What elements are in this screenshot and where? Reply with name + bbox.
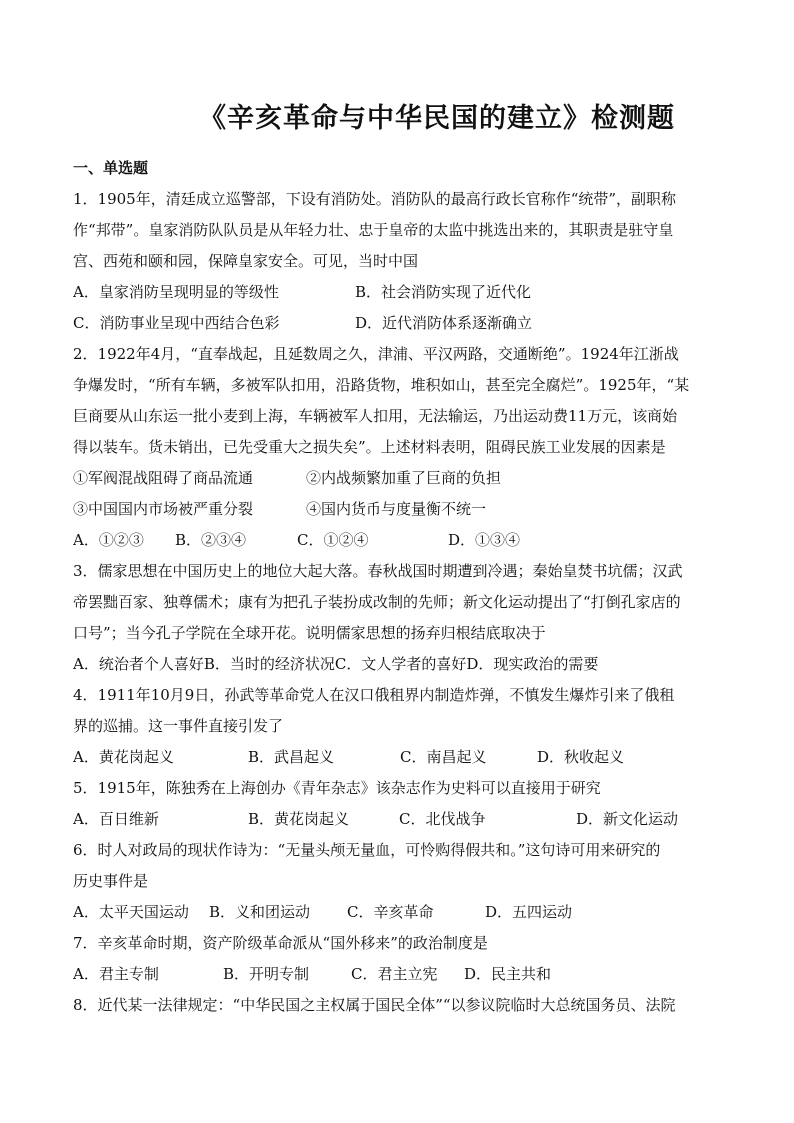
- option-b: B．义和团运动: [209, 903, 311, 921]
- option-a: A．①②③: [73, 531, 144, 549]
- question-7: [73, 928, 723, 990]
- option-d: D．五四运动: [485, 903, 573, 921]
- statement-row: [73, 463, 723, 494]
- option-b: B．武昌起义: [248, 748, 335, 766]
- option-c: C．消防事业呈现中西结合色彩: [73, 314, 280, 332]
- question-2: [73, 339, 723, 556]
- option-d: D．秋收起义: [537, 748, 625, 766]
- question-text: 巨商要从山东运一批小麦到上海，车辆被军人扣用，无法输运，乃出运动费11万元，该商始: [73, 407, 678, 425]
- option-a: A．百日维新: [73, 810, 159, 828]
- question-5: [73, 773, 723, 835]
- question-1: [73, 184, 723, 339]
- statement-row: [73, 494, 723, 525]
- question-text: 2．1922年4月，“直奉战起，且延数周之久，津浦、平汉两路，交通断绝”。1924年江浙战: [73, 345, 679, 363]
- question-text: 5．1915年，陈独秀在上海创办《青年杂志》该杂志作为史料可以直接用于研究: [73, 779, 601, 797]
- option-c: C．辛亥革命: [347, 903, 434, 921]
- option-d: D．①③④: [448, 531, 521, 549]
- question-text: 宫、西苑和颐和园，保障皇家安全。可见，当时中国: [73, 252, 419, 270]
- option-a: A．太平天国运动: [73, 903, 189, 921]
- section-heading: 一、单选题: [73, 159, 149, 177]
- option-a: A．君主专制: [73, 965, 159, 983]
- statement-1: ①军阀混战阻碍了商品流通: [73, 469, 254, 487]
- option-a: A．皇家消防呈现明显的等级性: [73, 283, 279, 301]
- question-text: 3．儒家思想在中国历史上的地位大起大落。春秋战国时期遭到冷遇；秦始皇焚书坑儒；汉武: [73, 562, 683, 580]
- question-8: [73, 990, 723, 1021]
- option-c: C．①②④: [297, 531, 369, 549]
- question-4: [73, 680, 723, 773]
- statement-4: ④国内货币与度量衡不统一: [306, 500, 487, 518]
- statement-2: ②内战频繁加重了巨商的负担: [306, 469, 502, 487]
- question-3: [73, 556, 723, 680]
- question-text: 7．辛亥革命时期，资产阶级革命派从“国外移来”的政治制度是: [73, 934, 488, 952]
- option-b: B．开明专制: [223, 965, 310, 983]
- question-text: 4．1911年10月9日，孙武等革命党人在汉口俄租界内制造炸弹，不慎发生爆炸引来了俄租: [73, 686, 675, 704]
- question-text: 争爆发时，“所有车辆，多被军队扣用，沿路货物，堆积如山，甚至完全腐烂”。1925年，“某: [73, 376, 690, 394]
- question-text: 8．近代某一法律规定：“中华民国之主权属于国民全体”“以参议院临时大总统国务员、法院: [73, 996, 676, 1014]
- question-text: 帝罢黜百家、独尊儒术；康有为把孔子装扮成改制的先师；新文化运动提出了“打倒孔家店的: [73, 593, 681, 611]
- option-row: [73, 525, 723, 556]
- page-title: 《辛亥革命与中华民国的建立》检测题: [199, 103, 675, 134]
- question-6: [73, 835, 723, 928]
- question-text: 6．时人对政局的现状作诗为：“无量头颅无量血，可怜购得假共和。”这句诗可用来研究的: [73, 841, 661, 859]
- option-d: D．近代消防体系逐渐确立: [355, 314, 533, 332]
- question-text: 1．1905年，清廷成立巡警部，下设有消防处。消防队的最高行政长官称作“统带”，副职称: [73, 190, 677, 208]
- option-b: B．②③④: [175, 531, 247, 549]
- question-list: [73, 184, 723, 1021]
- option-d: D．民主共和: [464, 965, 552, 983]
- option-b: B．社会消防实现了近代化: [355, 283, 532, 301]
- option-c: C．南昌起义: [400, 748, 487, 766]
- option-row: [73, 959, 723, 990]
- question-text: 口号”；当今孔子学院在全球开花。说明儒家思想的扬弃归根结底取决于: [73, 624, 546, 642]
- statement-3: ③中国国内市场被严重分裂: [73, 500, 254, 518]
- option-c: C．北伐战争: [399, 810, 486, 828]
- option-row: [73, 897, 723, 928]
- option-d: D．新文化运动: [576, 810, 679, 828]
- question-text: 界的巡捕。这一事件直接引发了: [73, 717, 284, 735]
- option-c: C．君主立宪: [351, 965, 438, 983]
- option-row: [73, 804, 723, 835]
- option-row: A．统治者个人喜好B．当时的经济状况C．文人学者的喜好D．现实政治的需要: [73, 655, 599, 673]
- option-row: [73, 277, 723, 308]
- question-text: 得以装车。货未销出，已先受重大之损失矣”。上述材料表明，阻碍民族工业发展的因素是: [73, 438, 666, 456]
- option-row: [73, 308, 723, 339]
- option-b: B．黄花岗起义: [248, 810, 350, 828]
- option-a: A．黄花岗起义: [73, 748, 174, 766]
- question-text: 历史事件是: [73, 872, 149, 890]
- question-text: 作“邦带”。皇家消防队队员是从年轻力壮、忠于皇帝的太监中挑选出来的，其职责是驻守皇: [73, 221, 674, 239]
- option-row: [73, 742, 723, 773]
